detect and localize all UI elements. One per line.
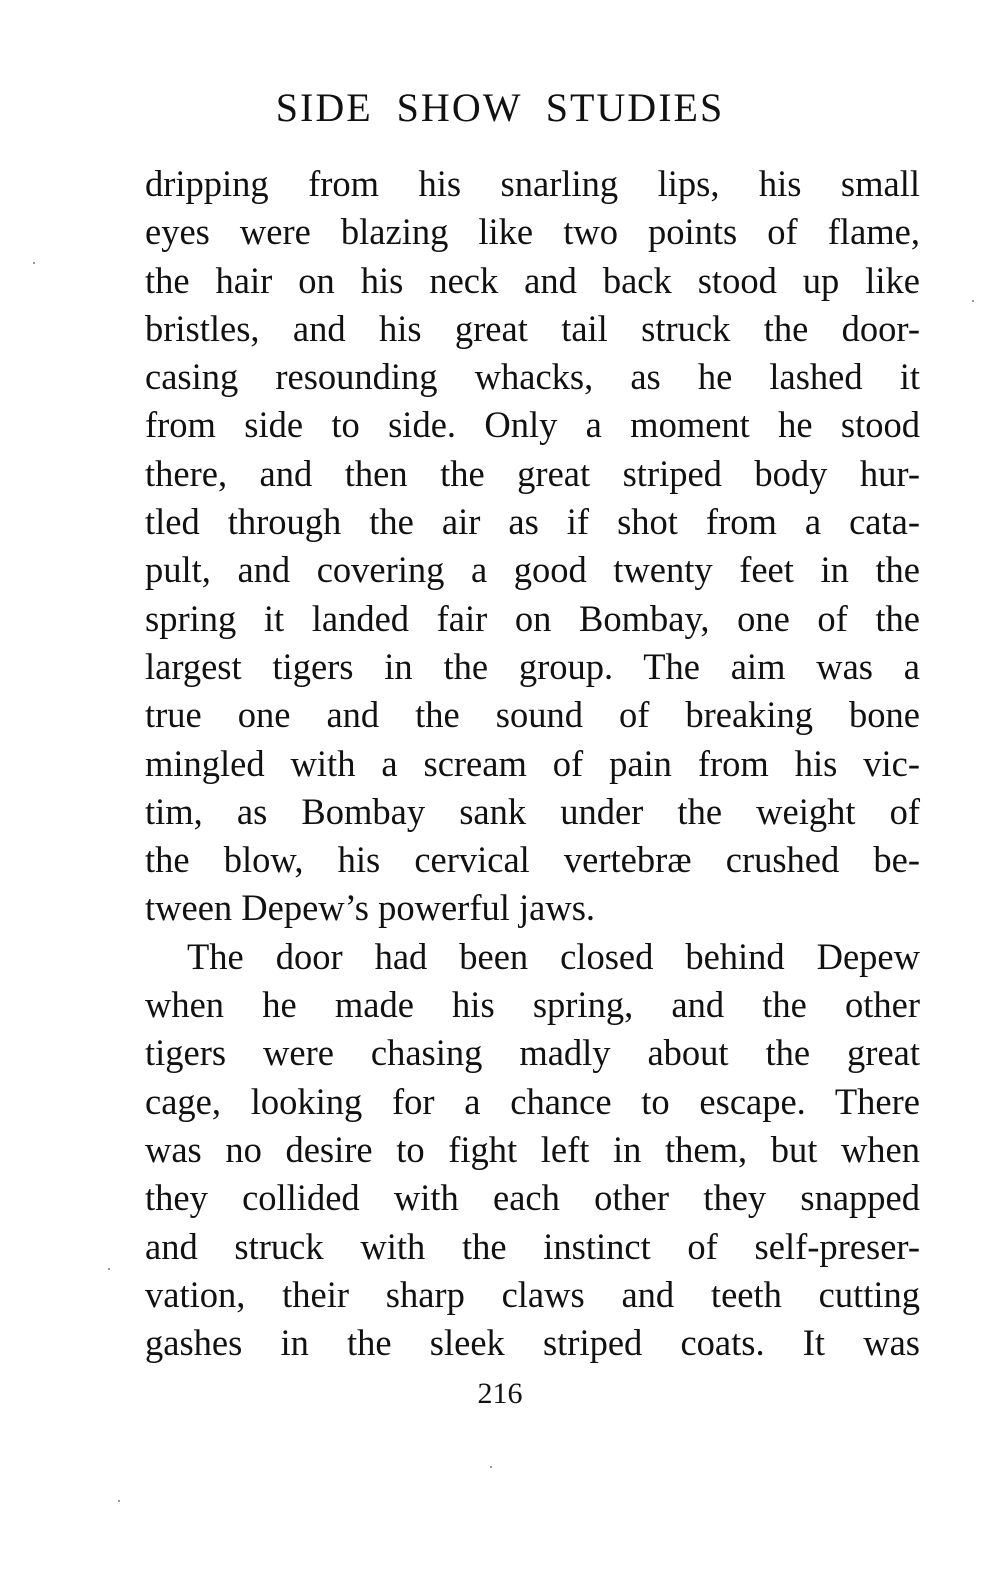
text-line: when he made his spring, and the other xyxy=(145,984,920,1026)
text-line: largest tigers in the group. The aim was a xyxy=(145,645,920,687)
running-head: SIDE SHOW STUDIES xyxy=(275,85,725,130)
text-line: was no desire to fight left in them, but when xyxy=(145,1128,920,1170)
scan-speck xyxy=(118,1500,120,1502)
text-line: casing resounding whacks, as he lashed it xyxy=(145,356,920,398)
text-line: tim, as Bombay sank under the weight of xyxy=(145,790,920,832)
text-line: tled through the air as if shot from a cata- xyxy=(145,501,920,543)
text-line: tween Depew’s powerful jaws. xyxy=(145,887,596,929)
text-line: they collided with each other they snapped xyxy=(145,1177,920,1219)
text-line: true one and the sound of breaking bone xyxy=(145,694,920,736)
text-line: mingled with a scream of pain from his vic- xyxy=(145,742,920,784)
scan-speck xyxy=(33,262,35,264)
text-line: tigers were chasing madly about the great xyxy=(145,1032,920,1074)
text-line: spring it landed fair on Bombay, one of the xyxy=(145,597,920,639)
text-line: from side to side. Only a moment he stood xyxy=(145,404,920,446)
text-line: cage, looking for a chance to escape. There xyxy=(145,1080,920,1122)
scan-speck xyxy=(108,1268,110,1270)
paragraph-1 xyxy=(145,160,920,933)
paragraph-2 xyxy=(145,933,920,1368)
text-line: pult, and covering a good twenty feet in the xyxy=(145,549,920,591)
scan-speck xyxy=(972,300,974,302)
text-line: eyes were blazing like two points of flame, xyxy=(145,211,920,253)
scan-speck xyxy=(490,1466,492,1468)
text-line: vation, their sharp claws and teeth cutting xyxy=(145,1273,920,1315)
text-line: The door had been closed behind Depew xyxy=(187,935,920,977)
text-line: dripping from his snarling lips, his small xyxy=(145,163,920,204)
text-line: the blow, his cervical vertebræ crushed be- xyxy=(145,839,920,881)
text-line: there, and then the great striped body hur- xyxy=(145,452,920,494)
text-line: bristles, and his great tail struck the door- xyxy=(145,307,920,349)
text-line: the hair on his neck and back stood up like xyxy=(145,259,920,301)
text-line: and struck with the instinct of self-preser- xyxy=(145,1225,920,1267)
page-number: 216 xyxy=(477,1377,523,1410)
text-line: gashes in the sleek striped coats. It was xyxy=(145,1322,920,1364)
body-text xyxy=(145,160,920,1367)
